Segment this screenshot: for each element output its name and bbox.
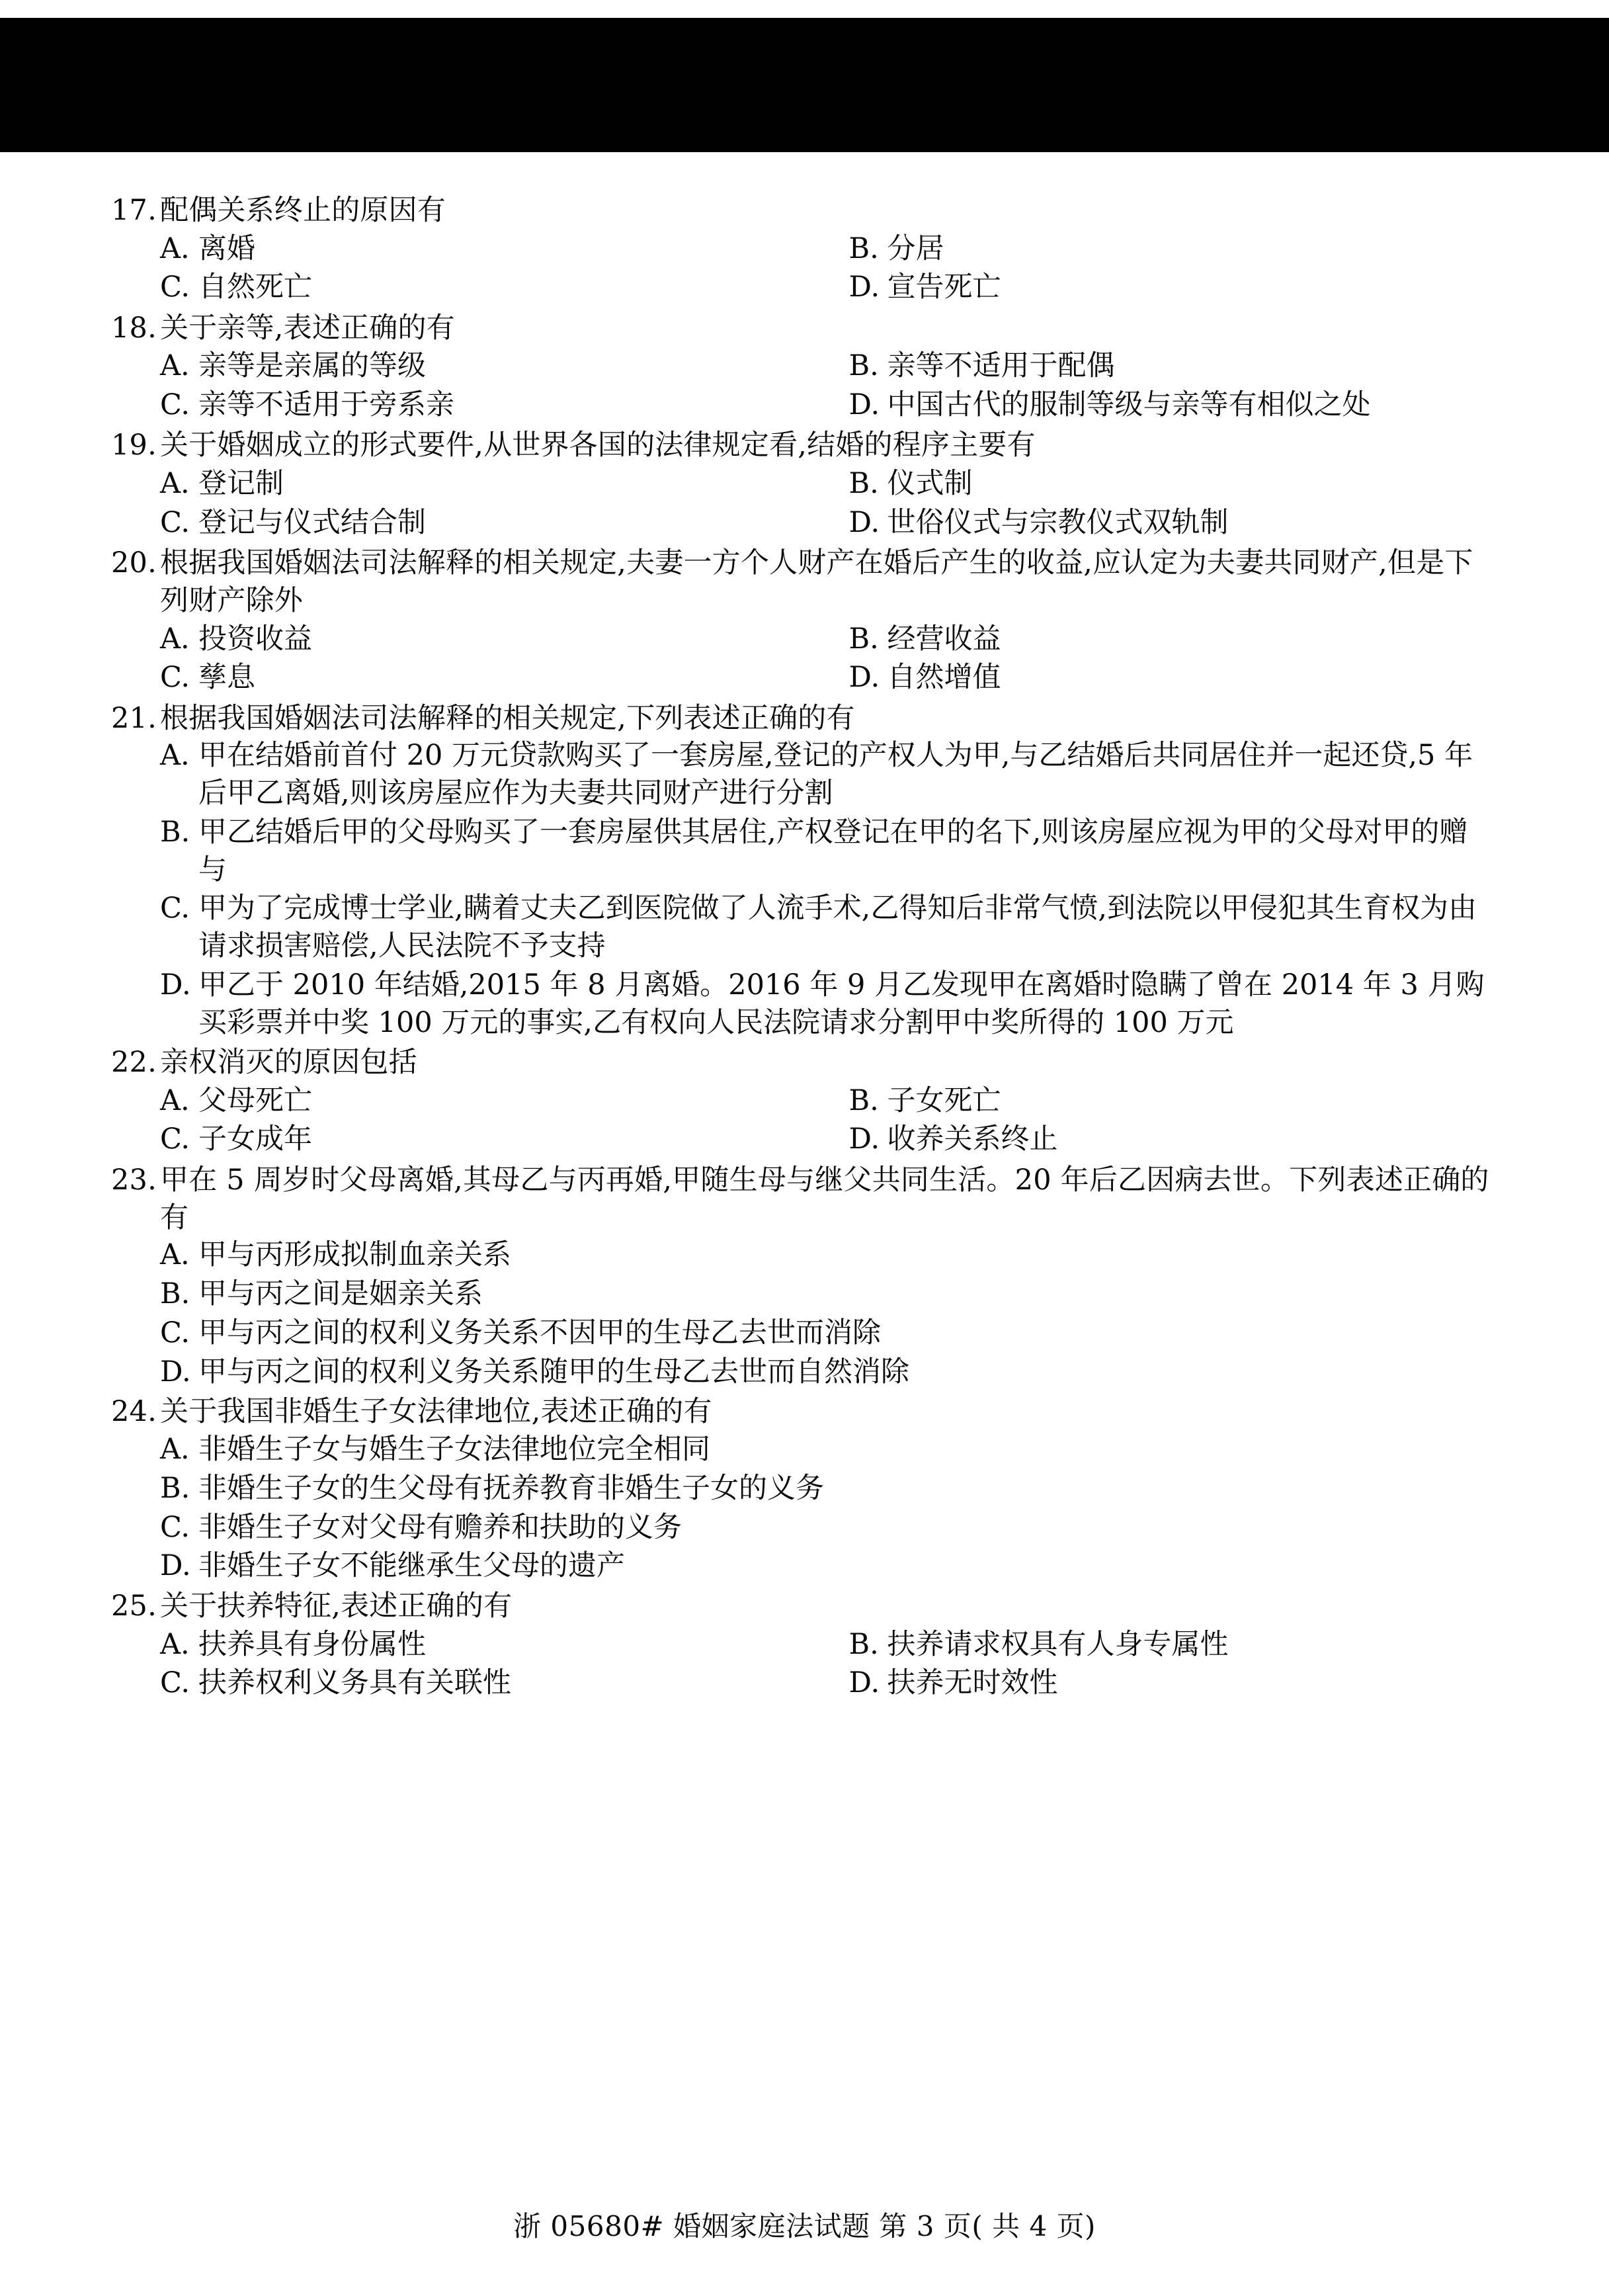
- option-letter: D.: [848, 1123, 880, 1156]
- option-text: 非婚生子女的生父母有抚养教育非婚生子女的义务: [198, 1471, 824, 1505]
- question-17: [111, 192, 1490, 307]
- option-text: 亲等不适用于配偶: [887, 349, 1115, 383]
- option-list: [111, 1236, 1490, 1390]
- question-number: 21.: [111, 701, 157, 735]
- option-text: 非婚生子女对父母有赡养和扶助的义务: [198, 1510, 682, 1544]
- page-footer: 浙 05680# 婚姻家庭法试题 第 3 页( 共 4 页): [513, 2210, 1096, 2242]
- option-list: [111, 464, 1490, 542]
- option-text: 投资收益: [198, 622, 312, 656]
- option-d[interactable]: [160, 966, 1490, 1042]
- option-text: 扶养权利义务具有关联性: [198, 1666, 511, 1700]
- option-text: 亲等不适用于旁系亲: [198, 388, 454, 421]
- option-d[interactable]: [825, 386, 1491, 424]
- option-c[interactable]: [160, 658, 825, 697]
- option-text: 登记与仪式结合制: [198, 505, 426, 539]
- option-letter: D.: [848, 1666, 880, 1700]
- option-a[interactable]: [160, 464, 825, 503]
- option-a[interactable]: [160, 1236, 1490, 1274]
- option-d[interactable]: [825, 1120, 1491, 1158]
- question-text: 亲权消灭的原因包括: [160, 1046, 417, 1080]
- option-letter: B.: [848, 1627, 879, 1661]
- option-letter: C.: [160, 1666, 190, 1700]
- question-text: 根据我国婚姻法司法解释的相关规定,下列表述正确的有: [160, 701, 855, 735]
- option-c[interactable]: [160, 503, 825, 542]
- option-text: 甲与丙之间是姻亲关系: [198, 1277, 483, 1311]
- option-letter: B.: [848, 1084, 879, 1117]
- option-b[interactable]: [825, 347, 1491, 385]
- question-number: 19.: [111, 429, 157, 462]
- option-text: 登记制: [198, 467, 284, 501]
- option-text: 扶养请求权具有人身专属性: [887, 1627, 1229, 1661]
- option-letter: B.: [160, 1471, 190, 1505]
- option-a[interactable]: [160, 347, 825, 385]
- option-text: 孳息: [198, 661, 255, 695]
- option-text: 世俗仪式与宗教仪式双轨制: [887, 505, 1229, 539]
- option-a[interactable]: [160, 620, 825, 658]
- option-letter: C.: [160, 388, 190, 421]
- option-text: 甲在结婚前首付 20 万元贷款购买了一套房屋,登记的产权人为甲,与乙结婚后共同居住并一起还贷,5 年后甲乙离婚,则该房屋应作为夫妻共同财产进行分割: [198, 739, 1473, 810]
- option-text: 甲与丙之间的权利义务关系不因甲的生母乙去世而消除: [198, 1316, 881, 1349]
- option-d[interactable]: [825, 1664, 1491, 1702]
- option-d[interactable]: [160, 1547, 1490, 1585]
- option-letter: A.: [160, 1433, 190, 1467]
- option-text: 非婚生子女与婚生子女法律地位完全相同: [198, 1433, 710, 1467]
- option-letter: D.: [848, 505, 880, 539]
- question-number: 25.: [111, 1590, 157, 1623]
- question-stem: [111, 1044, 1490, 1082]
- question-number: 22.: [111, 1046, 157, 1080]
- option-text: 经营收益: [887, 622, 1001, 656]
- option-c[interactable]: [160, 1120, 825, 1158]
- question-text: 关于亲等,表述正确的有: [160, 311, 455, 345]
- question-stem: [111, 310, 1490, 347]
- question-20: [111, 544, 1490, 697]
- option-list: [111, 1431, 1490, 1585]
- question-text: 根据我国婚姻法司法解释的相关规定,夫妻一方个人财产在婚后产生的收益,应认定为夫妻共同财产,但是下列财产除外: [160, 546, 1473, 617]
- option-text: 分居: [887, 232, 944, 265]
- option-letter: A.: [160, 1084, 190, 1117]
- question-24: [111, 1393, 1490, 1585]
- option-list: [111, 1082, 1490, 1159]
- option-c[interactable]: [160, 1314, 1490, 1352]
- option-list: [111, 1625, 1490, 1703]
- option-d[interactable]: [160, 1353, 1490, 1391]
- question-number: 18.: [111, 311, 157, 345]
- option-text: 扶养具有身份属性: [198, 1627, 426, 1661]
- option-list: [111, 347, 1490, 424]
- option-b[interactable]: [825, 620, 1491, 658]
- option-letter: C.: [160, 1316, 190, 1349]
- option-letter: C.: [160, 1123, 190, 1156]
- question-text: 甲在 5 周岁时父母离婚,其母乙与丙再婚,甲随生母与继父共同生活。20 年后乙因病去世。下列表述正确的有: [160, 1163, 1489, 1234]
- question-25: [111, 1588, 1490, 1703]
- option-a[interactable]: [160, 1431, 1490, 1468]
- question-22: [111, 1044, 1490, 1159]
- option-letter: C.: [160, 271, 190, 304]
- question-stem: [111, 544, 1490, 620]
- scan-header-band: [0, 18, 1609, 152]
- option-c[interactable]: [160, 268, 825, 306]
- option-b[interactable]: [825, 1082, 1491, 1120]
- option-text: 甲乙于 2010 年结婚,2015 年 8 月离婚。2016 年 9 月乙发现甲在离婚时隐瞒了曾在 2014 年 3 月购买彩票并中奖 100 万元的事实,乙有权向人民法院请求分割甲中奖所得的 100 万元: [198, 968, 1485, 1039]
- option-text: 自然增值: [887, 661, 1001, 695]
- question-text: 关于婚姻成立的形式要件,从世界各国的法律规定看,结婚的程序主要有: [160, 429, 1036, 462]
- option-a[interactable]: [160, 1082, 825, 1120]
- option-a[interactable]: [160, 1625, 825, 1664]
- question-number: 23.: [111, 1163, 157, 1197]
- option-text: 父母死亡: [198, 1084, 312, 1117]
- question-21: [111, 700, 1490, 1042]
- option-letter: A.: [160, 1627, 190, 1661]
- option-text: 扶养无时效性: [887, 1666, 1058, 1700]
- option-letter: B.: [848, 232, 879, 265]
- question-text: 关于扶养特征,表述正确的有: [160, 1590, 513, 1623]
- option-d[interactable]: [825, 503, 1491, 542]
- option-text: 离婚: [198, 232, 255, 265]
- option-text: 亲等是亲属的等级: [198, 349, 426, 383]
- option-letter: D.: [848, 388, 880, 421]
- question-stem: [111, 700, 1490, 738]
- option-letter: A.: [160, 232, 190, 265]
- option-letter: C.: [160, 1510, 190, 1544]
- option-c[interactable]: [160, 1509, 1490, 1547]
- option-letter: A.: [160, 739, 190, 773]
- option-letter: D.: [848, 661, 880, 695]
- question-23: [111, 1162, 1490, 1391]
- option-b[interactable]: [825, 1625, 1491, 1664]
- option-text: 自然死亡: [198, 271, 312, 304]
- option-letter: A.: [160, 622, 190, 656]
- question-stem: [111, 1162, 1490, 1237]
- option-letter: D.: [848, 271, 880, 304]
- question-stem: [111, 192, 1490, 230]
- option-letter: D.: [160, 968, 191, 1001]
- option-letter: A.: [160, 1238, 190, 1272]
- option-b[interactable]: [160, 814, 1490, 889]
- question-number: 20.: [111, 546, 157, 580]
- option-letter: A.: [160, 349, 190, 383]
- option-c[interactable]: [160, 890, 1490, 965]
- option-c[interactable]: [160, 386, 825, 424]
- question-stem: [111, 427, 1490, 464]
- option-letter: B.: [160, 815, 190, 849]
- option-letter: C.: [160, 505, 190, 539]
- question-text: 配偶关系终止的原因有: [160, 194, 446, 227]
- option-letter: D.: [160, 1355, 191, 1388]
- option-list: [111, 230, 1490, 307]
- question-number: 17.: [111, 194, 157, 227]
- option-b[interactable]: [160, 1275, 1490, 1313]
- option-letter: D.: [160, 1549, 191, 1583]
- option-list: [111, 620, 1490, 697]
- option-a[interactable]: [160, 230, 825, 268]
- option-list: [111, 737, 1490, 1041]
- option-text: 甲乙结婚后甲的父母购买了一套房屋供其居住,产权登记在甲的名下,则该房屋应视为甲的父母对甲的赠与: [198, 815, 1468, 886]
- option-text: 中国古代的服制等级与亲等有相似之处: [887, 388, 1371, 421]
- question-stem: [111, 1393, 1490, 1431]
- option-letter: C.: [160, 661, 190, 695]
- option-b[interactable]: [825, 464, 1491, 503]
- option-text: 子女死亡: [887, 1084, 1001, 1117]
- option-letter: B.: [848, 349, 879, 383]
- option-letter: B.: [160, 1277, 190, 1311]
- option-c[interactable]: [160, 1664, 825, 1702]
- question-19: [111, 427, 1490, 542]
- option-text: 甲为了完成博士学业,瞒着丈夫乙到医院做了人流手术,乙得知后非常气愤,到法院以甲侵犯其生育权为由请求损害赔偿,人民法院不予支持: [198, 892, 1477, 962]
- option-text: 子女成年: [198, 1123, 312, 1156]
- option-text: 仪式制: [887, 467, 973, 501]
- option-letter: B.: [848, 467, 879, 501]
- option-text: 宣告死亡: [887, 271, 1001, 304]
- question-text: 关于我国非婚生子女法律地位,表述正确的有: [160, 1395, 712, 1429]
- option-a[interactable]: [160, 737, 1490, 812]
- option-text: 收养关系终止: [887, 1123, 1058, 1156]
- option-text: 甲与丙形成拟制血亲关系: [198, 1238, 511, 1272]
- question-stem: [111, 1588, 1490, 1625]
- option-text: 非婚生子女不能继承生父母的遗产: [198, 1549, 625, 1583]
- option-letter: C.: [160, 892, 190, 925]
- question-18: [111, 310, 1490, 425]
- option-letter: A.: [160, 467, 190, 501]
- exam-page-content: [0, 152, 1609, 2296]
- option-d[interactable]: [825, 268, 1491, 306]
- question-number: 24.: [111, 1395, 157, 1429]
- option-d[interactable]: [825, 658, 1491, 697]
- option-letter: B.: [848, 622, 879, 656]
- option-text: 甲与丙之间的权利义务关系随甲的生母乙去世而自然消除: [198, 1355, 909, 1388]
- option-b[interactable]: [825, 230, 1491, 268]
- option-b[interactable]: [160, 1470, 1490, 1508]
